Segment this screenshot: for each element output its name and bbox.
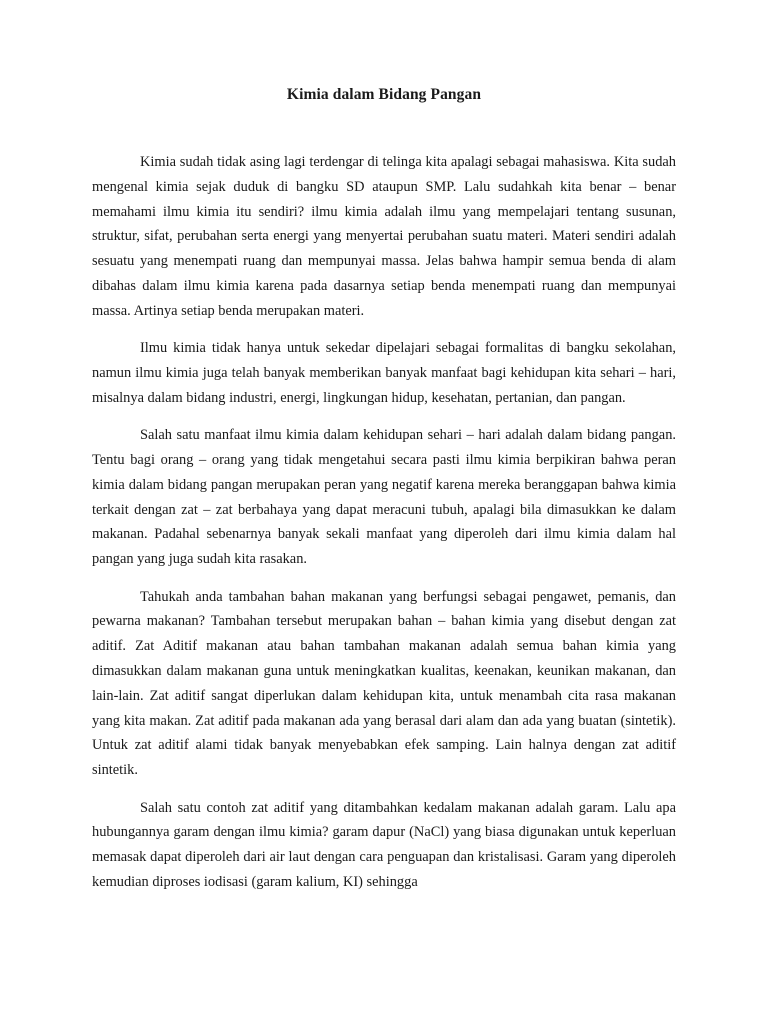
paragraph-3: Salah satu manfaat ilmu kimia dalam kehidupan sehari – hari adalah dalam bidang pangan. Tentu bagi orang – orang yang tidak mengetahui secara pasti ilmu kimia berpikiran bahwa peran kimia dalam bidang pangan merupakan peran yang negatif karena mereka beranggapan bahwa kimia terkait dengan zat – zat berbahaya yang dapat meracuni tubuh, apalagi bila dimasukkan ke dalam makanan. Padahal sebenarnya banyak sekali manfaat yang diperoleh dari ilmu kimia dalam hal pangan yang juga sudah kita rasakan. [92,427,676,568]
paragraph-5: Salah satu contoh zat aditif yang ditambahkan kedalam makanan adalah garam. Lalu apa hubungannya garam dengan ilmu kimia? garam dapur (NaCl) yang biasa digunakan untuk keperluan memasak dapat diperoleh dari air laut dengan cara penguapan dan kristalisasi. Garam yang diperoleh kemudian diproses iodisasi (garam kalium, KI) sehingga [92,799,676,890]
paragraph-4: Tahukah anda tambahan bahan makanan yang berfungsi sebagai pengawet, pemanis, dan pewarna makanan? Tambahan tersebut merupakan bahan – bahan kimia yang disebut dengan zat aditif. Zat Aditif makanan atau bahan tambahan makanan adalah semua bahan kimia yang dimasukkan dalam makanan guna untuk meningkatkan kualitas, keenakan, keunikan makanan, dan lain-lain. Zat aditif sangat diperlukan dalam kehidupan kita, untuk menambah cita rasa makanan yang kita makan. Zat aditif pada makanan ada yang berasal dari alam dan ada yang buatan (sintetik). Untuk zat aditif alami tidak banyak menyebabkan efek samping. Lain halnya dengan zat aditif sintetik. [92,588,676,779]
document-title: Kimia dalam Bidang Pangan [286,86,482,103]
paragraph-2: Ilmu kimia tidak hanya untuk sekedar dipelajari sebagai formalitas di bangku sekolahan, namun ilmu kimia juga telah banyak memberikan banyak manfaat bagi kehidupan kita sehari – hari, misalnya dalam bidang industri, energi, lingkungan hidup, kesehatan, pertanian, dan pangan. [92,340,676,406]
paragraph-1: Kimia sudah tidak asing lagi terdengar di telinga kita apalagi sebagai mahasiswa. Kita sudah mengenal kimia sejak duduk di bangku SD ataupun SMP. Lalu sudahkah kita benar – benar memahami ilmu kimia itu sendiri? ilmu kimia adalah ilmu yang mempelajari tentang susunan, struktur, sifat, perubahan serta energi yang menyertai perubahan suatu materi. Materi sendiri adalah sesuatu yang menempati ruang dan mempunyai massa. Jelas bahwa hampir semua benda di alam dibahas dalam ilmu kimia karena pada dasarnya setiap benda menempati ruang dan mempunyai massa. Artinya setiap benda merupakan materi. [92,154,676,319]
document-body [92,150,676,907]
